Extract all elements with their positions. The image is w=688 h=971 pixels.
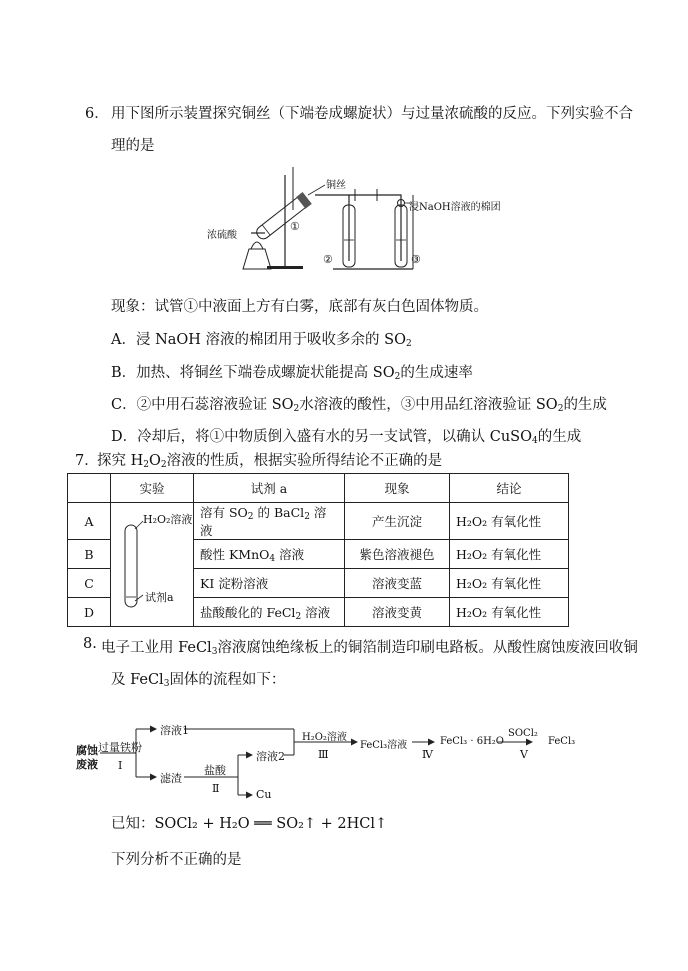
q6-option-b: B．加热、将铜丝下端卷成螺旋状能提高 $SO_2$的生成速率: [111, 365, 473, 382]
experiment-figure-cell: [111, 503, 194, 627]
label-copper-wire: 铜丝: [326, 180, 346, 191]
fig-h2o2-label: H₂O₂溶液: [143, 513, 193, 526]
flow-step5-numeral: Ⅴ: [520, 748, 528, 761]
q8-question: 下列分析不正确的是: [111, 852, 242, 868]
q7-number: 7．: [75, 453, 99, 469]
label-tube-2: ②: [323, 253, 333, 266]
table-row: C KI 淀粉溶液 溶液变蓝 H₂O₂ 有氧化性: [68, 569, 569, 598]
table-row: A H₂O₂溶液 试剂a 溶有 $SO_2$ 的 BaCl$_2$ 溶液 产生沉淀 H₂O₂ 有氧化性: [68, 503, 569, 540]
q8-known-equation: 已知：SOCl₂ + H₂O ══ SO₂↑ + 2HCl↑: [111, 816, 388, 832]
label-conc-acid: 浓硫酸: [207, 230, 237, 241]
flow-step3-numeral: Ⅲ: [318, 748, 329, 761]
flow-step3-reagent: H₂O₂溶液: [302, 732, 347, 743]
label-naoh-cotton: 浸NaOH溶液的棉团: [409, 202, 501, 213]
q8-stem-line1: 电子工业用 FeCl$_3$溶液腐蚀绝缘板上的铜箔制造印刷电路板。从酸性腐蚀废液回收铜: [101, 640, 638, 657]
q6-phenomenon: 现象：试管①中液面上方有白雾，底部有灰白色固体物质。: [111, 299, 488, 315]
flow-step2-reagent: 盐酸: [204, 764, 226, 777]
label-tube-3: ③: [411, 253, 421, 266]
flow-start-1: 腐蚀: [76, 744, 98, 757]
label-tube-1: ①: [290, 220, 300, 233]
flow-start-2: 废液: [76, 758, 98, 771]
table-row: D 盐酸酸化的 FeCl$_2$ 溶液 溶液变黄 H₂O₂ 有氧化性: [68, 598, 569, 627]
q6-number: 6．: [85, 106, 109, 122]
flow-cu: Cu: [256, 788, 272, 801]
q7-stem: 探究 $H_2O_2$溶液的性质，根据实验所得结论不正确的是: [97, 453, 443, 470]
q6-option-d: D．冷却后，将①中物质倒入盛有水的另一支试管，以确认 CuSO$_4$的生成: [111, 429, 582, 446]
header-reagent: 试剂 a: [194, 474, 345, 503]
flow-step2-numeral: Ⅱ: [212, 782, 220, 795]
header-phenomenon: 现象: [345, 474, 450, 503]
flow-solution-2: 溶液2: [256, 750, 285, 763]
q8-stem-line2: 及 FeCl$_3$固体的流程如下：: [111, 672, 286, 689]
q7-table: [67, 473, 569, 627]
q6-stem-line2: 理的是: [111, 138, 155, 154]
fig-reagent-label: 试剂a: [145, 591, 174, 604]
header-conclusion: 结论: [450, 474, 569, 503]
header-experiment: 实验: [111, 474, 194, 503]
flow-residue: 滤渣: [160, 772, 182, 785]
flow-product: FeCl₃: [548, 736, 576, 747]
flow-step4-numeral: Ⅳ: [422, 748, 433, 761]
q8-number: 8.: [83, 636, 97, 652]
q6-stem-line1: 用下图所示装置探究铜丝（下端卷成螺旋状）与过量浓硫酸的反应。下列实验不合: [111, 106, 633, 122]
q6-option-c: C．②中用石蕊溶液验证 $SO_2$水溶液的酸性，③中用品红溶液验证 $SO_2$的生成: [111, 397, 607, 414]
flow-step1-reagent: 过量铁粉: [98, 741, 142, 754]
flow-solution-1: 溶液1: [160, 724, 189, 737]
q6-option-a: A．浸 NaOH 溶液的棉团用于吸收多余的 $SO_2$: [111, 332, 412, 349]
table-row: B 酸性 KMnO$_4$ 溶液 紫色溶液褪色 H₂O₂ 有氧化性: [68, 540, 569, 569]
flow-fecl3-solution: FeCl₃溶液: [360, 740, 408, 751]
table-header-row: [68, 474, 569, 503]
apparatus-diagram: [205, 165, 505, 275]
flow-step1-numeral: Ⅰ: [118, 759, 123, 772]
flow-step5-reagent: SOCl₂: [508, 728, 538, 739]
flow-hydrate: FeCl₃ · 6H₂O: [440, 736, 504, 747]
